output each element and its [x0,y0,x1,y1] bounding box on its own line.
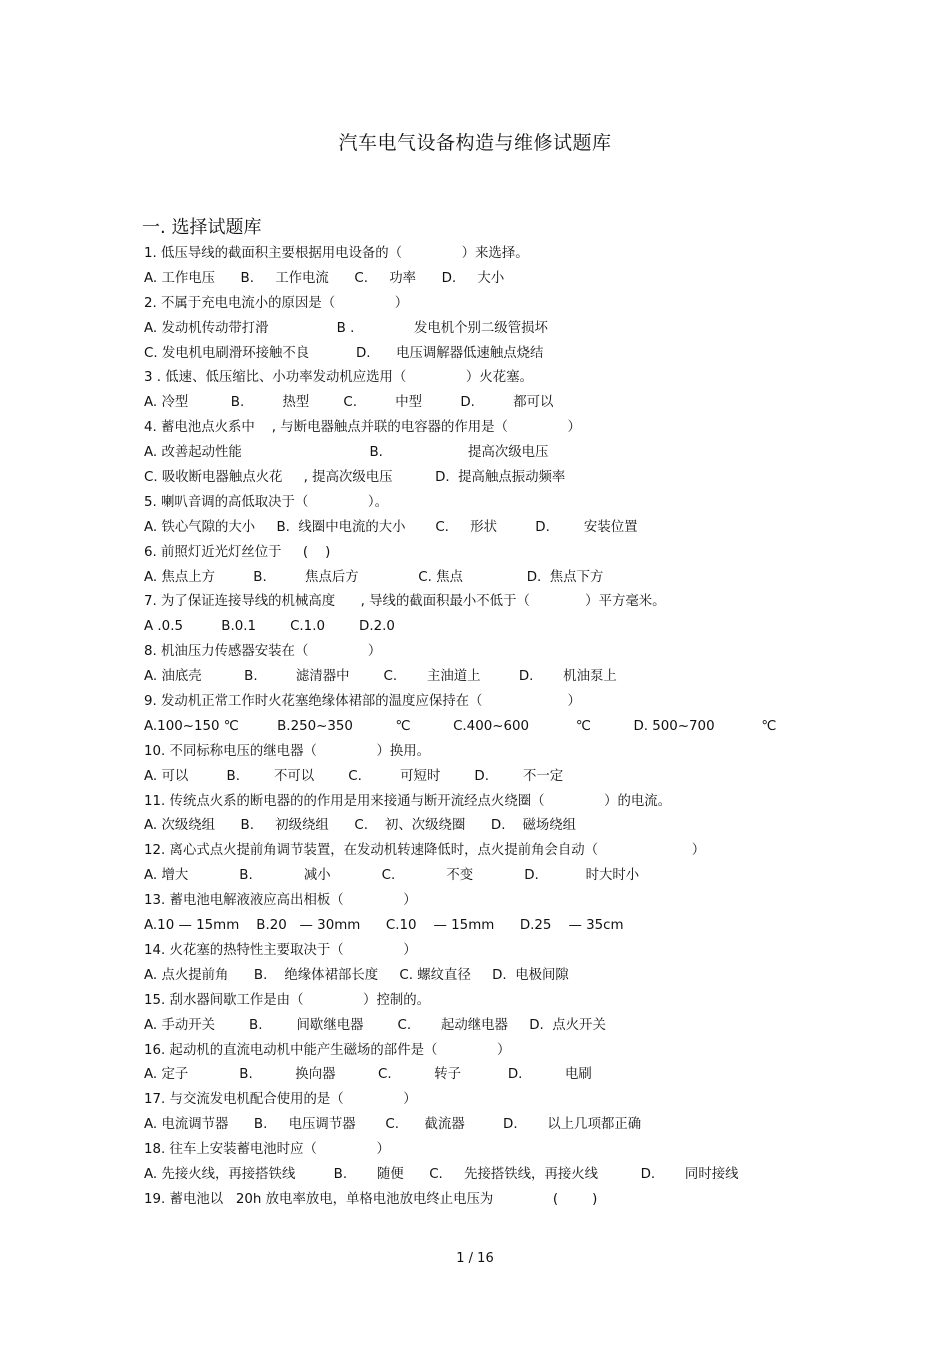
question-line: 3 . 低速、低压缩比、小功率发动机应选用（ ）火花塞。 [144,370,533,386]
options-line: A. 可以 B. 不可以 C. 可短时 D. 不一定 [144,768,564,784]
question-list [144,242,844,1213]
page-title: 汽车电气设备构造与维修试题库 [338,132,612,154]
question-line: 5. 喇叭音调的高低取决于（ ）。 [144,494,389,510]
section-heading: 一. 选择试题库 [142,217,262,238]
options-line: A. 冷型 B. 热型 C. 中型 D. 都可以 [144,395,554,411]
question-line: 14. 火花塞的热特性主要取决于（ ） [144,942,417,958]
options-line: A. 增大 B. 减小 C. 不变 D. 时大时小 [144,868,640,884]
options-line: A. 改善起动性能 B. 提高次级电压 [144,445,549,461]
question-line: 10. 不同标称电压的继电器（ ）换用。 [144,743,431,759]
options-line: A. 次级绕组 B. 初级绕组 C. 初、次级绕圈 D. 磁场绕组 [144,818,577,834]
options-line: A.10 — 15mm B.20 — 30mm C.10 — 15mm D.25 — 35cm [144,918,624,934]
question-line: 13. 蓄电池电解液液应高出相板（ ） [144,893,417,909]
question-line: 9. 发动机正常工作时火花塞绝缘体裙部的温度应保持在（ ） [144,694,581,710]
question-line: 11. 传统点火系的断电器的的作用是用来接通与断开流经点火绕圈（ ）的电流。 [144,793,672,809]
question-line: 7. 为了保证连接导线的机械高度 , 导线的截面积最小不低于（ ）平方毫米。 [144,594,666,610]
page-number: 1 / 16 [456,1251,494,1266]
options-line: A. 发动机传动带打滑 B . 发电机个别二级管损坏 [144,320,548,336]
question-line: 17. 与交流发电机配合使用的是（ ） [144,1092,417,1108]
options-line: A. 焦点上方 B. 焦点后方 C. 焦点 D. 焦点下方 [144,569,604,585]
question-line: 1. 低压导线的截面积主要根据用电设备的（ ）来选择。 [144,246,529,261]
options-line: A. 铁心气隙的大小 B. 线圈中电流的大小 C. 形状 D. 安装位置 [144,519,638,535]
options-line: A .0.5 B.0.1 C.1.0 D.2.0 [144,619,395,635]
question-line: 15. 刮水器间歇工作是由（ ）控制的。 [144,992,431,1008]
question-line: 4. 蓄电池点火系中 , 与断电器触点并联的电容器的作用是（ ） [144,420,581,436]
options-line: A. 手动开关 B. 间歇继电器 C. 起动继电器 D. 点火开关 [144,1017,606,1033]
options-line: A. 点火提前角 B. 绝缘体裙部长度 C. 螺纹直径 D. 电极间隙 [144,967,569,983]
question-line: 8. 机油压力传感器安装在（ ） [144,644,382,660]
question-line: 16. 起动机的直流电动机中能产生磁场的部件是（ ） [144,1042,511,1058]
options-line: A. 油底壳 B. 滤清器中 C. 主油道上 D. 机油泵上 [144,669,617,685]
question-line: 6. 前照灯近光灯丝位于 ( ) [144,544,331,560]
options-line: C. 发电机电刷滑环接触不良 D. 电压调解器低速触点烧结 [144,345,544,361]
options-line: A. 先接火线，再接搭铁线 B. 随便 C. 先接搭铁线，再接火线 D. 同时接线 [144,1166,739,1182]
options-line: A. 定子 B. 换向器 C. 转子 D. 电刷 [144,1067,592,1083]
question-line: 2. 不属于充电电流小的原因是（ ） [144,295,409,311]
options-line: C. 吸收断电器触点火花 , 提高次级电压 D. 提高触点振动频率 [144,470,566,486]
options-line: A.100~150 ℃ B.250~350 ℃ C.400~600 ℃ D. 500~700 ℃ [144,718,777,734]
question-line: 12. 离心式点火提前角调节装置，在发动机转速降低时，点火提前角会自动（ ） [144,843,706,859]
question-line: 18. 往车上安装蓄电池时应（ ） [144,1142,390,1158]
options-line: A. 工作电压 B. 工作电流 C. 功率 D. 大小 [144,270,505,286]
options-line: A. 电流调节器 B. 电压调节器 C. 截流器 D. 以上几项都正确 [144,1117,642,1133]
question-line: 19. 蓄电池以 20h 放电率放电，单格电池放电终止电压为 ( ) [144,1191,598,1207]
